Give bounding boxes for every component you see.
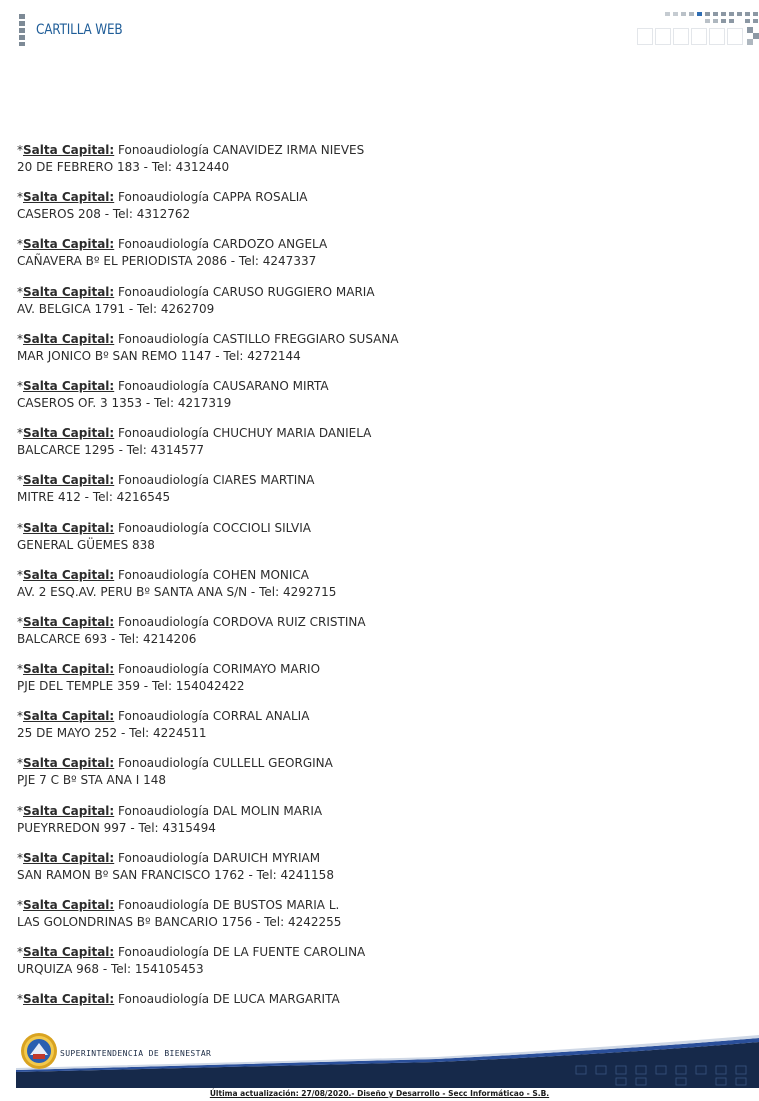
specialty: Fonoaudiología [118, 473, 210, 488]
list-item: *Salta Capital: Fonoaudiología CORIMAYO MARIO PJE DEL TEMPLE 359 - Tel: 154042422 [17, 661, 737, 708]
institution-seal-icon [20, 1032, 58, 1070]
provider-name: DARUICH MYRIAM [212, 850, 321, 865]
city-label: Salta Capital: [23, 331, 115, 346]
provider-address: URQUIZA 968 - Tel: 154105453 [17, 962, 204, 977]
city-label: Salta Capital: [23, 190, 115, 205]
provider-address: GENERAL GÜEMES 838 [17, 537, 155, 552]
provider-name: CAUSARANO MIRTA [212, 378, 329, 393]
provider-name: CAPPA ROSALIA [212, 190, 308, 205]
footer-org-name: SUPERINTENDENCIA DE BIENESTAR [60, 1049, 212, 1058]
list-item: *Salta Capital: Fonoaudiología CIARES MARTINA MITRE 412 - Tel: 4216545 [17, 472, 737, 519]
specialty: Fonoaudiología [118, 237, 210, 252]
city-label: Salta Capital: [23, 284, 115, 299]
specialty: Fonoaudiología [118, 992, 210, 1007]
specialty: Fonoaudiología [118, 331, 210, 346]
city-label: Salta Capital: [23, 473, 115, 488]
list-item: *Salta Capital: Fonoaudiología CARDOZO ANGELA CAÑAVERA Bº EL PERIODISTA 2086 - Tel: 4247337 [17, 236, 737, 283]
list-item: *Salta Capital: Fonoaudiología DE LA FUENTE CAROLINA URQUIZA 968 - Tel: 154105453 [17, 944, 737, 991]
list-item: *Salta Capital: Fonoaudiología CORRAL ANALIA 25 DE MAYO 252 - Tel: 4224511 [17, 708, 737, 755]
provider-name: COHEN MONICA [212, 567, 309, 582]
specialty: Fonoaudiología [118, 709, 210, 724]
city-label: Salta Capital: [23, 662, 115, 677]
list-item: *Salta Capital: Fonoaudiología COHEN MONICA AV. 2 ESQ.AV. PERU Bº SANTA ANA S/N - Tel: 4292715 [17, 567, 737, 614]
provider-address: BALCARCE 1295 - Tel: 4314577 [17, 443, 205, 458]
footer-band-icon [16, 1028, 759, 1088]
provider-list [17, 142, 737, 1039]
city-label: Salta Capital: [23, 520, 115, 535]
provider-name: DE LA FUENTE CAROLINA [212, 945, 366, 960]
provider-address: BALCARCE 693 - Tel: 4214206 [17, 631, 197, 646]
specialty: Fonoaudiología [118, 803, 210, 818]
city-label: Salta Capital: [23, 850, 115, 865]
specialty: Fonoaudiología [118, 850, 210, 865]
provider-address: AV. 2 ESQ.AV. PERU Bº SANTA ANA S/N - Tel: 4292715 [17, 584, 337, 599]
footer-update-note: Última actualización: 27/08/2020.- Diseño y Desarrollo - Secc Informáticao - S.B. [209, 1089, 550, 1098]
specialty: Fonoaudiología [118, 614, 210, 629]
provider-address: MAR JONICO Bº SAN REMO 1147 - Tel: 4272144 [17, 348, 301, 363]
city-label: Salta Capital: [23, 614, 115, 629]
provider-name: CARUSO RUGGIERO MARIA [212, 284, 375, 299]
list-item: *Salta Capital: Fonoaudiología CASTILLO FREGGIARO SUSANA MAR JONICO Bº SAN REMO 1147 - Tel: 4272144 [17, 331, 737, 378]
provider-name: DAL MOLIN MARIA [212, 803, 323, 818]
specialty: Fonoaudiología [118, 662, 210, 677]
city-label: Salta Capital: [23, 898, 115, 912]
list-item: *Salta Capital: Fonoaudiología CHUCHUY MARIA DANIELA BALCARCE 1295 - Tel: 4314577 [17, 425, 737, 472]
city-label: Salta Capital: [23, 709, 115, 724]
provider-address: CAÑAVERA Bº EL PERIODISTA 2086 - Tel: 4247337 [17, 254, 317, 269]
provider-name: DE BUSTOS MARIA L. [212, 898, 340, 912]
provider-name: CANAVIDEZ IRMA NIEVES [212, 143, 365, 157]
specialty: Fonoaudiología [118, 378, 210, 393]
list-item: *Salta Capital: Fonoaudiología CAPPA ROSALIA CASEROS 208 - Tel: 4312762 [17, 189, 737, 236]
list-item: *Salta Capital: Fonoaudiología DE LUCA MARGARITA [17, 992, 340, 1007]
provider-address: AV. BELGICA 1791 - Tel: 4262709 [17, 301, 215, 316]
provider-address: MITRE 412 - Tel: 4216545 [17, 490, 171, 505]
provider-address: CASEROS 208 - Tel: 4312762 [17, 207, 191, 222]
specialty: Fonoaudiología [118, 284, 210, 299]
header-pattern-icon [635, 12, 759, 48]
list-item: *Salta Capital: Fonoaudiología CAUSARANO MIRTA CASEROS OF. 3 1353 - Tel: 4217319 [17, 378, 737, 425]
provider-name: CARDOZO ANGELA [212, 237, 328, 252]
list-item: *Salta Capital: Fonoaudiología DAL MOLIN MARIA PUEYRREDON 997 - Tel: 4315494 [17, 803, 737, 850]
provider-address: PJE DEL TEMPLE 359 - Tel: 154042422 [17, 679, 245, 694]
list-item: *Salta Capital: Fonoaudiología CARUSO RUGGIERO MARIA AV. BELGICA 1791 - Tel: 4262709 [17, 284, 737, 331]
provider-name: CASTILLO FREGGIARO SUSANA [212, 331, 399, 346]
city-label: Salta Capital: [23, 143, 115, 157]
city-label: Salta Capital: [23, 237, 115, 252]
provider-name: CULLELL GEORGINA [212, 756, 333, 771]
specialty: Fonoaudiología [118, 945, 210, 960]
provider-address: SAN RAMON Bº SAN FRANCISCO 1762 - Tel: 4241158 [17, 867, 334, 882]
provider-address: 20 DE FEBRERO 183 - Tel: 4312440 [17, 160, 230, 174]
list-item: *Salta Capital: Fonoaudiología COCCIOLI SILVIA GENERAL GÜEMES 838 [17, 520, 737, 567]
provider-name: COCCIOLI SILVIA [212, 520, 311, 535]
specialty: Fonoaudiología [118, 426, 210, 441]
city-label: Salta Capital: [23, 756, 115, 771]
specialty: Fonoaudiología [118, 756, 210, 771]
provider-name: CORDOVA RUIZ CRISTINA [212, 614, 366, 629]
city-label: Salta Capital: [23, 378, 115, 393]
city-label: Salta Capital: [23, 992, 115, 1007]
provider-name: DE LUCA MARGARITA [212, 992, 340, 1007]
provider-name: CORIMAYO MARIO [212, 662, 321, 677]
list-item: *Salta Capital: Fonoaudiología CANAVIDEZ IRMA NIEVES 20 DE FEBRERO 183 - Tel: 4312440 [17, 142, 737, 189]
list-item: *Salta Capital: Fonoaudiología DE BUSTOS MARIA L. LAS GOLONDRINAS Bº BANCARIO 1756 - Tel: 4242255 [17, 897, 737, 944]
list-item: *Salta Capital: Fonoaudiología CULLELL GEORGINA PJE 7 C Bº STA ANA I 148 [17, 755, 737, 802]
specialty: Fonoaudiología [118, 898, 210, 912]
city-label: Salta Capital: [23, 567, 115, 582]
specialty: Fonoaudiología [118, 190, 210, 205]
provider-name: CIARES MARTINA [212, 473, 315, 488]
provider-address: LAS GOLONDRINAS Bº BANCARIO 1756 - Tel: 4242255 [17, 915, 342, 929]
list-item: *Salta Capital: Fonoaudiología DARUICH MYRIAM SAN RAMON Bº SAN FRANCISCO 1762 - Tel: 4241158 [17, 850, 737, 897]
page-title: CARTILLA WEB [36, 22, 123, 38]
specialty: Fonoaudiología [118, 520, 210, 535]
provider-address: PUEYRREDON 997 - Tel: 4315494 [17, 820, 216, 835]
provider-name: CORRAL ANALIA [212, 709, 310, 724]
provider-address: CASEROS OF. 3 1353 - Tel: 4217319 [17, 395, 232, 410]
provider-address: PJE 7 C Bº STA ANA I 148 [17, 773, 167, 788]
provider-address: 25 DE MAYO 252 - Tel: 4224511 [17, 726, 207, 741]
header-bar-icon [19, 14, 25, 46]
provider-name: CHUCHUY MARIA DANIELA [212, 426, 372, 441]
specialty: Fonoaudiología [118, 567, 210, 582]
specialty: Fonoaudiología [118, 143, 210, 157]
list-item: *Salta Capital: Fonoaudiología CORDOVA RUIZ CRISTINA BALCARCE 693 - Tel: 4214206 [17, 614, 737, 661]
city-label: Salta Capital: [23, 945, 115, 960]
city-label: Salta Capital: [23, 426, 115, 441]
city-label: Salta Capital: [23, 803, 115, 818]
